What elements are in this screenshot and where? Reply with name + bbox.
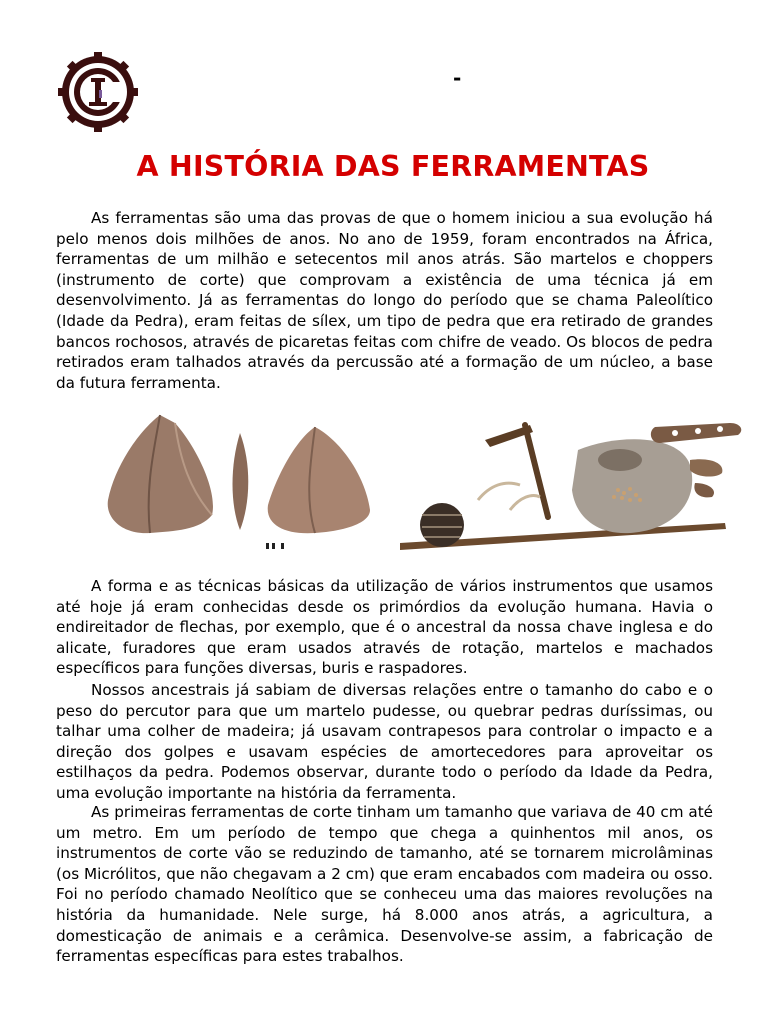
handaxe-side-icon: [233, 433, 249, 530]
paragraph-1: As ferramentas são uma das provas de que o homem iniciou a sua evolução há pelo menos dois milhões de anos. No ano de 1959, foram encontrados na África, ferramentas de um milhão e setecentos mil anos atrás. São martelos e choppers (instrumento de corte) que comprovam a existência de uma técnica já em desenvolvimento. Já as ferramentas do longo do período que se chama Paleolítico (Idade da Pedra), eram feitas de sílex, um tipo de pedra que era retirado de grandes bancos rochosos, através de picaretas feitas com chifre de veado. Os blocos de pedra retirados eram talhados através da percussão até a formação de um núcleo, a base da futura ferramenta.: [56, 209, 713, 392]
paragraph-3: Nossos ancestrais já sabiam de diversas relações entre o tamanho do cabo e o peso do percutor para que um martelo pudesse, ou quebrar pedras duríssimas, ou talhar uma colher de madeira; já usavam contrapesos para controlar o impacto e a direção dos golpes e usavam espécies de amortecedores para aproveitar os estilhaços da pedra. Podemos observar, durante todo o período da Idade da Pedra, uma evolução importante na história da ferramenta.: [56, 681, 713, 802]
handaxe-back-icon: [268, 427, 370, 533]
bound-stone-icon: [420, 503, 464, 547]
paragraph-4: As primeiras ferramentas de corte tinham um tamanho que variava de 40 cm até um metro. Em um período de tempo que chega a quinhentos mil anos, os instrumentos de corte vão se reduzindo de tamanho, até se tornarem microlâminas (os Micrólitos, que não chegavam a 2 cm) que eram encabados com madeira ou osso. Foi no período chamado Neolítico que se conheceu uma das maiores revoluções na história da humanidade. Nele surge, há 8.000 anos atrás, a agricultura, a domesticação de animais e a cerâmica. Desenvolve-se assim, a fabricação de ferramentas específicas para estes trabalhos.: [56, 803, 713, 966]
handaxe-front-icon: [108, 415, 213, 533]
page-title: A HISTÓRIA DAS FERRAMENTAS: [136, 150, 650, 183]
stone-tools-illustration: [100, 405, 750, 555]
paragraph-2: A forma e as técnicas básicas da utilização de vários instrumentos que usamos até hoje já eram conhecidas desde os primórdios da evolução humana. Havia o endireitador de flechas, por exemplo, que é o ancestral da nossa chave inglesa e do alicate, furadores que eram usados através de rotação, martelos e machados específicos para funções diversas, buris e raspadores.: [56, 577, 713, 678]
gear-emblem-icon: [58, 52, 138, 132]
header-dash: -: [453, 66, 462, 90]
